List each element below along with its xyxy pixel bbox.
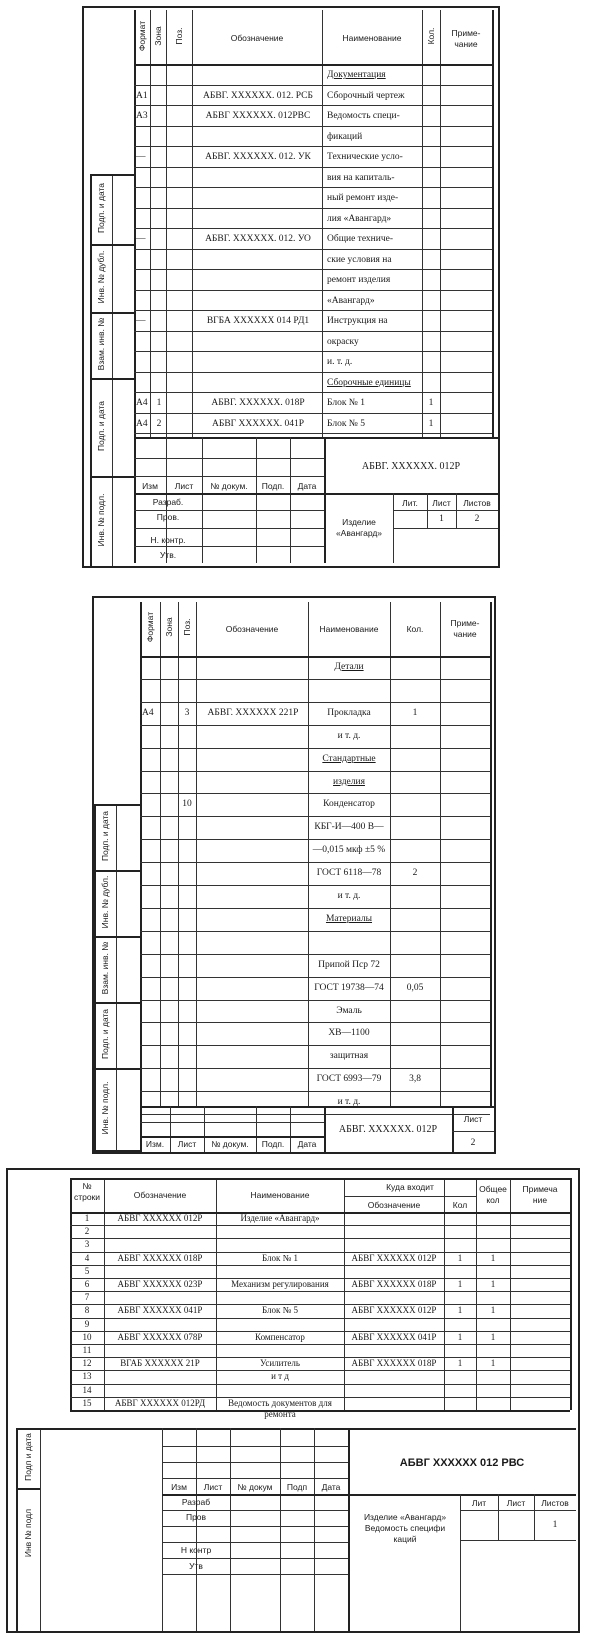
grid-line bbox=[140, 862, 490, 863]
grid-line bbox=[230, 1428, 231, 1631]
cell-name: Блок № 1 bbox=[262, 1252, 298, 1263]
tb-razrab: Разраб bbox=[181, 1497, 211, 1507]
grid-line bbox=[134, 351, 492, 352]
tb-data: Дата bbox=[321, 1482, 341, 1492]
col-header-designation: Обозначение bbox=[225, 624, 279, 634]
tb-list: Лист bbox=[177, 1139, 197, 1149]
col-header-designation: Обозначение bbox=[133, 1190, 187, 1200]
cell-where-qty: 1 bbox=[457, 1331, 463, 1342]
cell-name: Материалы bbox=[325, 913, 373, 924]
grid-line bbox=[134, 167, 492, 168]
cell-zone: 2 bbox=[156, 418, 162, 429]
cell-name: изделия bbox=[333, 776, 365, 787]
grid-line bbox=[112, 174, 113, 566]
grid-line bbox=[140, 1045, 490, 1046]
grid-line bbox=[116, 804, 117, 1150]
tb-sheets: Листов bbox=[541, 1498, 569, 1508]
cell-row-no: 7 bbox=[84, 1292, 90, 1303]
tb-sheet: Лист bbox=[506, 1498, 526, 1508]
cell-row-no: 5 bbox=[84, 1265, 90, 1276]
grid-line bbox=[140, 602, 142, 1106]
col-header-format: Формат bbox=[137, 20, 147, 52]
grid-line bbox=[134, 546, 324, 547]
grid-line bbox=[70, 1225, 570, 1226]
cell-where-qty: 1 bbox=[457, 1305, 463, 1316]
cell-name: Ведомость специ- bbox=[327, 111, 400, 121]
cell-qty: 1 bbox=[428, 398, 434, 408]
cell-name: Инструкция на bbox=[327, 316, 388, 326]
grid-line bbox=[134, 372, 492, 373]
col-header-designation: Обозначение bbox=[230, 33, 284, 43]
col-header-qty: Кол. bbox=[426, 27, 436, 45]
cell-name: ХВ—1100 bbox=[328, 1028, 370, 1039]
grid-line bbox=[140, 931, 490, 932]
cell-row-no: 9 bbox=[84, 1318, 90, 1329]
grid-line bbox=[256, 437, 257, 563]
cell-name: Сборочный чертеж bbox=[327, 90, 405, 101]
cell-format: А4 bbox=[142, 707, 154, 718]
cell-name: Припой Пср 72 bbox=[318, 959, 380, 970]
grid-line bbox=[134, 433, 492, 434]
grid-line bbox=[162, 1574, 348, 1575]
tb-prov: Пров bbox=[185, 1512, 207, 1522]
cell-name: Сборочные единицы bbox=[327, 377, 411, 388]
side-stamp-sign-date-2: Подп. и дата bbox=[100, 1008, 110, 1060]
grid-line bbox=[16, 1631, 40, 1633]
tb-sheet: Лист bbox=[432, 498, 451, 508]
cell-format: — bbox=[136, 316, 146, 326]
grid-line bbox=[460, 1494, 461, 1631]
grid-line bbox=[140, 1114, 490, 1115]
grid-line bbox=[196, 602, 197, 1106]
grid-line bbox=[40, 1428, 576, 1430]
grid-line bbox=[134, 510, 324, 511]
cell-name: вия на капиталь- bbox=[327, 172, 395, 183]
grid-line bbox=[393, 510, 498, 511]
col-header-where-designation: Обозначение bbox=[367, 1200, 421, 1210]
grid-line bbox=[150, 10, 151, 437]
grid-line bbox=[140, 1091, 490, 1092]
tb-code: АБВГ. XXXXXX. 012Р bbox=[338, 1124, 438, 1135]
cell-designation: АБВГ XXXXXX. 012РВС bbox=[205, 111, 311, 121]
grid-line bbox=[134, 290, 492, 291]
grid-line bbox=[134, 269, 492, 270]
cell-name: Эмаль bbox=[336, 1005, 362, 1016]
cell-format: А4 bbox=[136, 398, 148, 408]
cell-name: и т. д. bbox=[337, 891, 361, 901]
cell-row-no: 2 bbox=[84, 1226, 90, 1237]
grid-line bbox=[134, 458, 324, 459]
tb-nkontr: Н. контр. bbox=[150, 535, 186, 545]
cell-row-no: 8 bbox=[84, 1305, 90, 1316]
tb-ndoc: № докум. bbox=[211, 1139, 249, 1149]
grid-line bbox=[162, 1478, 348, 1479]
cell-pos: 3 bbox=[184, 707, 190, 718]
cell-designation: АБВГ XXXXXX 041Р bbox=[117, 1305, 203, 1316]
cell-format: А3 bbox=[136, 111, 148, 121]
col-header-name: Наименование bbox=[342, 33, 402, 43]
grid-line bbox=[140, 702, 490, 703]
grid-line bbox=[440, 602, 441, 1106]
grid-line bbox=[196, 1428, 197, 1631]
cell-where-qty: 1 bbox=[457, 1252, 463, 1263]
cell-designation: АБВГ XXXXXX. 041Р bbox=[212, 418, 304, 429]
grid-line bbox=[202, 437, 203, 563]
cell-name: фикаций bbox=[327, 131, 363, 142]
cell-name: лия «Авангард» bbox=[327, 213, 392, 224]
cell-name: Механизм регулирования bbox=[231, 1279, 329, 1289]
grid-line bbox=[570, 1178, 572, 1410]
cell-name: Компенсатор bbox=[255, 1331, 305, 1342]
grid-line bbox=[452, 1131, 494, 1132]
grid-line bbox=[134, 413, 492, 414]
tb-lit: Лит. bbox=[402, 498, 418, 508]
grid-line bbox=[162, 1510, 348, 1511]
grid-line bbox=[40, 1428, 41, 1631]
tb-sheet: Лист bbox=[463, 1114, 483, 1124]
grid-line bbox=[134, 187, 492, 188]
cell-where-designation: АБВГ XXXXXX 012Р bbox=[351, 1305, 437, 1316]
cell-designation: ВГАБ XXXXXX 21Р bbox=[120, 1358, 200, 1369]
grid-line bbox=[460, 1540, 576, 1541]
cell-name: Блок № 5 bbox=[262, 1305, 298, 1316]
side-stamp-dup-inv: Инв. № дубл. bbox=[96, 250, 106, 304]
tb-sheet-no: 1 bbox=[439, 514, 444, 524]
grid-line bbox=[140, 656, 490, 658]
cell-name: Документация bbox=[327, 70, 386, 80]
tb-code: АБВГ. XXXXXX. 012Р bbox=[361, 461, 461, 472]
cell-name: Блок № 1 bbox=[327, 398, 365, 408]
tb-nkontr: Н контр bbox=[180, 1545, 212, 1555]
tb-utv: Утв. bbox=[159, 550, 177, 560]
cell-total-qty: 1 bbox=[490, 1358, 496, 1369]
grid-line bbox=[490, 602, 492, 1106]
grid-line bbox=[140, 977, 490, 978]
grid-line bbox=[140, 793, 490, 794]
col-header-total-qty: Общее кол bbox=[479, 1184, 507, 1205]
cell-row-no: 15 bbox=[82, 1397, 92, 1408]
col-header-format: Формат bbox=[145, 611, 155, 643]
grid-line bbox=[140, 1068, 490, 1069]
tb-sheets-no: 1 bbox=[552, 1520, 558, 1530]
cell-designation: АБВГ XXXXXX 018Р bbox=[117, 1252, 203, 1263]
tb-podp: Подп bbox=[286, 1482, 308, 1492]
cell-designation: АБВГ XXXXXX 023Р bbox=[117, 1279, 203, 1289]
cell-name: защитная bbox=[329, 1051, 369, 1062]
grid-line bbox=[140, 1106, 494, 1108]
tb-ndoc: № докум. bbox=[210, 481, 248, 491]
cell-name: Детали bbox=[334, 662, 364, 672]
cell-designation: АБВГ. XXXXXX. 012. РСБ bbox=[203, 90, 313, 101]
grid-line bbox=[134, 437, 498, 439]
cell-name: Стандартные bbox=[322, 753, 376, 764]
grid-line bbox=[134, 249, 492, 250]
grid-line bbox=[192, 10, 193, 437]
cell-where-designation: АБВГ XXXXXX 018Р bbox=[351, 1279, 437, 1289]
tb-product: Изделие «Авангард» Ведомость специфи каций bbox=[363, 1512, 447, 1544]
grid-line bbox=[140, 771, 490, 772]
cell-qty: 0,05 bbox=[406, 982, 424, 993]
cell-name: «Авангард» bbox=[327, 295, 375, 306]
cell-name: окраску bbox=[327, 336, 359, 347]
col-header-zone: Зона bbox=[164, 617, 174, 637]
grid-line bbox=[162, 1462, 348, 1463]
grid-line bbox=[134, 493, 324, 495]
cell-name: —0,015 мкф ±5 % bbox=[312, 845, 386, 856]
cell-name: Изделие «Авангард» bbox=[240, 1213, 320, 1223]
cell-row-no: 6 bbox=[84, 1279, 90, 1289]
tb-izm: Изм bbox=[171, 1482, 187, 1492]
cell-where-designation: АБВГ XXXXXX 012Р bbox=[351, 1252, 437, 1263]
side-stamp-replace-inv: Взам. инв. № bbox=[96, 317, 106, 371]
grid-line bbox=[314, 1428, 315, 1631]
cell-name: и т д bbox=[271, 1371, 289, 1382]
cell-row-no: 14 bbox=[82, 1384, 92, 1395]
cell-name: ремонт изделия bbox=[327, 275, 391, 285]
col-header-qty: Кол. bbox=[406, 624, 424, 634]
grid-line bbox=[134, 126, 492, 127]
cell-row-no: 4 bbox=[84, 1252, 90, 1263]
cell-designation: ВГБА XXXXXX 014 РД1 bbox=[206, 316, 310, 326]
grid-line bbox=[140, 748, 490, 749]
grid-line bbox=[70, 1318, 570, 1319]
grid-line bbox=[140, 885, 490, 886]
grid-line bbox=[393, 528, 498, 529]
cell-name: Ведомость документов для ремонта bbox=[228, 1397, 332, 1419]
cell-format: — bbox=[136, 234, 146, 244]
side-stamp-dup-inv: Инв. № дубл. bbox=[100, 875, 110, 929]
cell-designation: АБВГ XXXXXX 012РД bbox=[114, 1397, 206, 1408]
grid-line bbox=[134, 228, 492, 229]
tb-utv: Утв bbox=[189, 1561, 203, 1571]
cell-row-no: 12 bbox=[82, 1358, 92, 1369]
cell-name: Технические усло- bbox=[327, 152, 403, 162]
grid-line bbox=[162, 1446, 348, 1447]
cell-where-designation: АБВГ XXXXXX 018Р bbox=[351, 1358, 437, 1369]
grid-line bbox=[134, 528, 324, 529]
cell-where-designation: АБВГ XXXXXX 041Р bbox=[351, 1331, 437, 1342]
cell-where-qty: 1 bbox=[457, 1358, 463, 1369]
tb-data: Дата bbox=[297, 481, 317, 491]
grid-line bbox=[70, 1178, 570, 1180]
grid-line bbox=[134, 146, 492, 147]
cell-name: ГОСТ 6118—78 bbox=[316, 868, 382, 879]
cell-where-qty: 1 bbox=[457, 1279, 463, 1289]
side-stamp-sign-date: Подп. и дата bbox=[100, 810, 110, 862]
tb-code: АБВГ XXXXXX 012 РВС bbox=[399, 1457, 525, 1469]
cell-designation: АБВГ XXXXXX 078Р bbox=[117, 1331, 203, 1342]
cell-name: Конденсатор bbox=[323, 799, 375, 810]
cell-name: и. т. д. bbox=[327, 357, 353, 367]
grid-line bbox=[70, 1238, 570, 1239]
grid-line bbox=[440, 10, 441, 437]
grid-line bbox=[134, 476, 324, 477]
grid-line bbox=[70, 1344, 570, 1345]
grid-line bbox=[134, 310, 492, 311]
cell-row-no: 3 bbox=[84, 1239, 90, 1250]
cell-designation: АБВГ. XXXXXX. 012. УК bbox=[205, 152, 311, 162]
grid-line bbox=[90, 174, 92, 566]
cell-name: КБГ-И—400 В— bbox=[314, 822, 384, 833]
cell-row-no: 13 bbox=[82, 1371, 92, 1382]
grid-line bbox=[324, 493, 498, 495]
cell-qty: 3,8 bbox=[409, 1074, 421, 1085]
grid-line bbox=[140, 679, 490, 680]
grid-line bbox=[140, 1000, 490, 1001]
tb-lit: Лит bbox=[471, 1498, 487, 1508]
cell-designation: АБВГ. XXXXXX. 018Р bbox=[211, 398, 305, 408]
grid-line bbox=[166, 10, 167, 437]
grid-line bbox=[140, 1122, 324, 1123]
col-header-row-no: № строки bbox=[73, 1181, 101, 1202]
grid-line bbox=[162, 1428, 163, 1631]
grid-line bbox=[134, 105, 492, 106]
cell-total-qty: 1 bbox=[490, 1279, 496, 1289]
grid-line bbox=[140, 1136, 324, 1138]
cell-name: ские условия на bbox=[327, 254, 392, 265]
cell-total-qty: 1 bbox=[490, 1305, 496, 1316]
grid-line bbox=[162, 1494, 576, 1496]
col-header-where-used: Куда входит bbox=[386, 1182, 434, 1192]
col-header-zone: Зона bbox=[153, 26, 163, 46]
grid-line bbox=[16, 1428, 18, 1631]
tb-prov: Пров. bbox=[156, 512, 180, 522]
cell-name: Прокладка bbox=[327, 707, 371, 718]
tb-izm: Изм bbox=[142, 481, 158, 491]
grid-line bbox=[134, 331, 492, 332]
tb-sheets-no: 2 bbox=[474, 514, 480, 524]
grid-line bbox=[162, 1542, 348, 1543]
col-header-note: Приме- чание bbox=[451, 28, 481, 49]
grid-line bbox=[140, 816, 490, 817]
col-header-name: Наименование bbox=[319, 624, 379, 634]
grid-line bbox=[140, 725, 490, 726]
cell-format: А1 bbox=[136, 90, 148, 101]
col-header-pos: Поз. bbox=[174, 27, 184, 45]
grid-line bbox=[390, 602, 391, 1106]
side-stamp-original-inv: Инв № подл bbox=[23, 1508, 33, 1558]
cell-designation: АБВГ. XXXXXX. 012. УО bbox=[205, 234, 311, 244]
cell-zone: 1 bbox=[156, 398, 162, 408]
col-header-note: Примеча ние bbox=[522, 1184, 558, 1205]
side-stamp-replace-inv: Взам. инв. № bbox=[100, 941, 110, 995]
cell-name: и т. д. bbox=[337, 1097, 361, 1108]
cell-designation: АБВГ. XXXXXX 221Р bbox=[207, 707, 299, 718]
cell-name: Усилитель bbox=[260, 1358, 300, 1369]
cell-format: — bbox=[136, 152, 146, 162]
grid-line bbox=[134, 64, 492, 66]
tb-product: Изделие «Авангард» bbox=[335, 517, 383, 538]
grid-line bbox=[140, 1022, 490, 1023]
tb-podp: Подп. bbox=[261, 1139, 285, 1149]
col-header-where-qty: Кол bbox=[452, 1200, 468, 1210]
cell-qty: 1 bbox=[412, 707, 418, 718]
tb-sheets: Листов bbox=[463, 498, 491, 508]
grid-line bbox=[134, 85, 492, 86]
grid-line bbox=[140, 954, 490, 955]
cell-name: ГОСТ 6993—79 bbox=[316, 1074, 382, 1085]
col-header-pos: Поз. bbox=[182, 618, 192, 636]
grid-line bbox=[162, 1558, 348, 1559]
side-stamp-original-inv: Инв. № подл. bbox=[96, 493, 106, 547]
grid-line bbox=[460, 1510, 576, 1511]
cell-designation: АБВГ XXXXXX 012Р bbox=[117, 1213, 203, 1223]
tb-izm: Изм. bbox=[145, 1139, 165, 1149]
cell-qty: 2 bbox=[412, 868, 418, 879]
side-stamp-sign-date-2: Подп. и дата bbox=[96, 400, 106, 452]
grid-line bbox=[134, 392, 492, 393]
grid-line bbox=[134, 208, 492, 209]
grid-line bbox=[70, 1265, 570, 1266]
grid-line bbox=[324, 437, 326, 563]
tb-ndoc: № докум bbox=[237, 1482, 273, 1492]
cell-name: ный ремонт изде- bbox=[327, 193, 399, 203]
grid-line bbox=[290, 437, 291, 563]
grid-line bbox=[178, 602, 179, 1106]
side-stamp-original-inv: Инв. № подл. bbox=[100, 1081, 110, 1135]
grid-line bbox=[70, 1291, 570, 1292]
cell-total-qty: 1 bbox=[490, 1252, 496, 1263]
grid-line bbox=[162, 1526, 348, 1527]
cell-row-no: 10 bbox=[82, 1331, 92, 1342]
grid-line bbox=[344, 1196, 476, 1197]
grid-line bbox=[94, 804, 96, 1150]
cell-row-no: 11 bbox=[82, 1345, 92, 1355]
tb-data: Дата bbox=[297, 1139, 317, 1149]
cell-name: Блок № 5 bbox=[327, 418, 365, 429]
cell-row-no: 1 bbox=[84, 1213, 90, 1223]
cell-name: Общие техниче- bbox=[327, 234, 394, 244]
tb-podp: Подп. bbox=[261, 481, 285, 491]
tb-list: Лист bbox=[174, 481, 194, 491]
grid-line bbox=[140, 839, 490, 840]
side-stamp-sign-date: Подп. и дата bbox=[96, 182, 106, 234]
cell-qty: 1 bbox=[428, 418, 434, 429]
tb-razrab: Разраб. bbox=[152, 497, 184, 507]
grid-line bbox=[134, 10, 136, 437]
grid-line bbox=[160, 602, 161, 1106]
grid-line bbox=[322, 10, 323, 437]
cell-format: А4 bbox=[136, 418, 148, 429]
col-header-name: Наименование bbox=[250, 1190, 310, 1200]
grid-line bbox=[70, 1384, 570, 1385]
tb-sheet-no: 2 bbox=[470, 1138, 476, 1148]
cell-name: и т. д. bbox=[337, 730, 361, 741]
grid-line bbox=[492, 10, 494, 437]
cell-pos: 10 bbox=[182, 799, 192, 810]
side-stamp-sign-date: Подп и дата bbox=[23, 1433, 33, 1481]
cell-name: ГОСТ 19738—74 bbox=[314, 982, 384, 993]
tb-list: Лист bbox=[203, 1482, 223, 1492]
grid-line bbox=[140, 908, 490, 909]
cell-total-qty: 1 bbox=[490, 1331, 496, 1342]
grid-line bbox=[280, 1428, 281, 1631]
col-header-note: Приме- чание bbox=[450, 618, 480, 639]
